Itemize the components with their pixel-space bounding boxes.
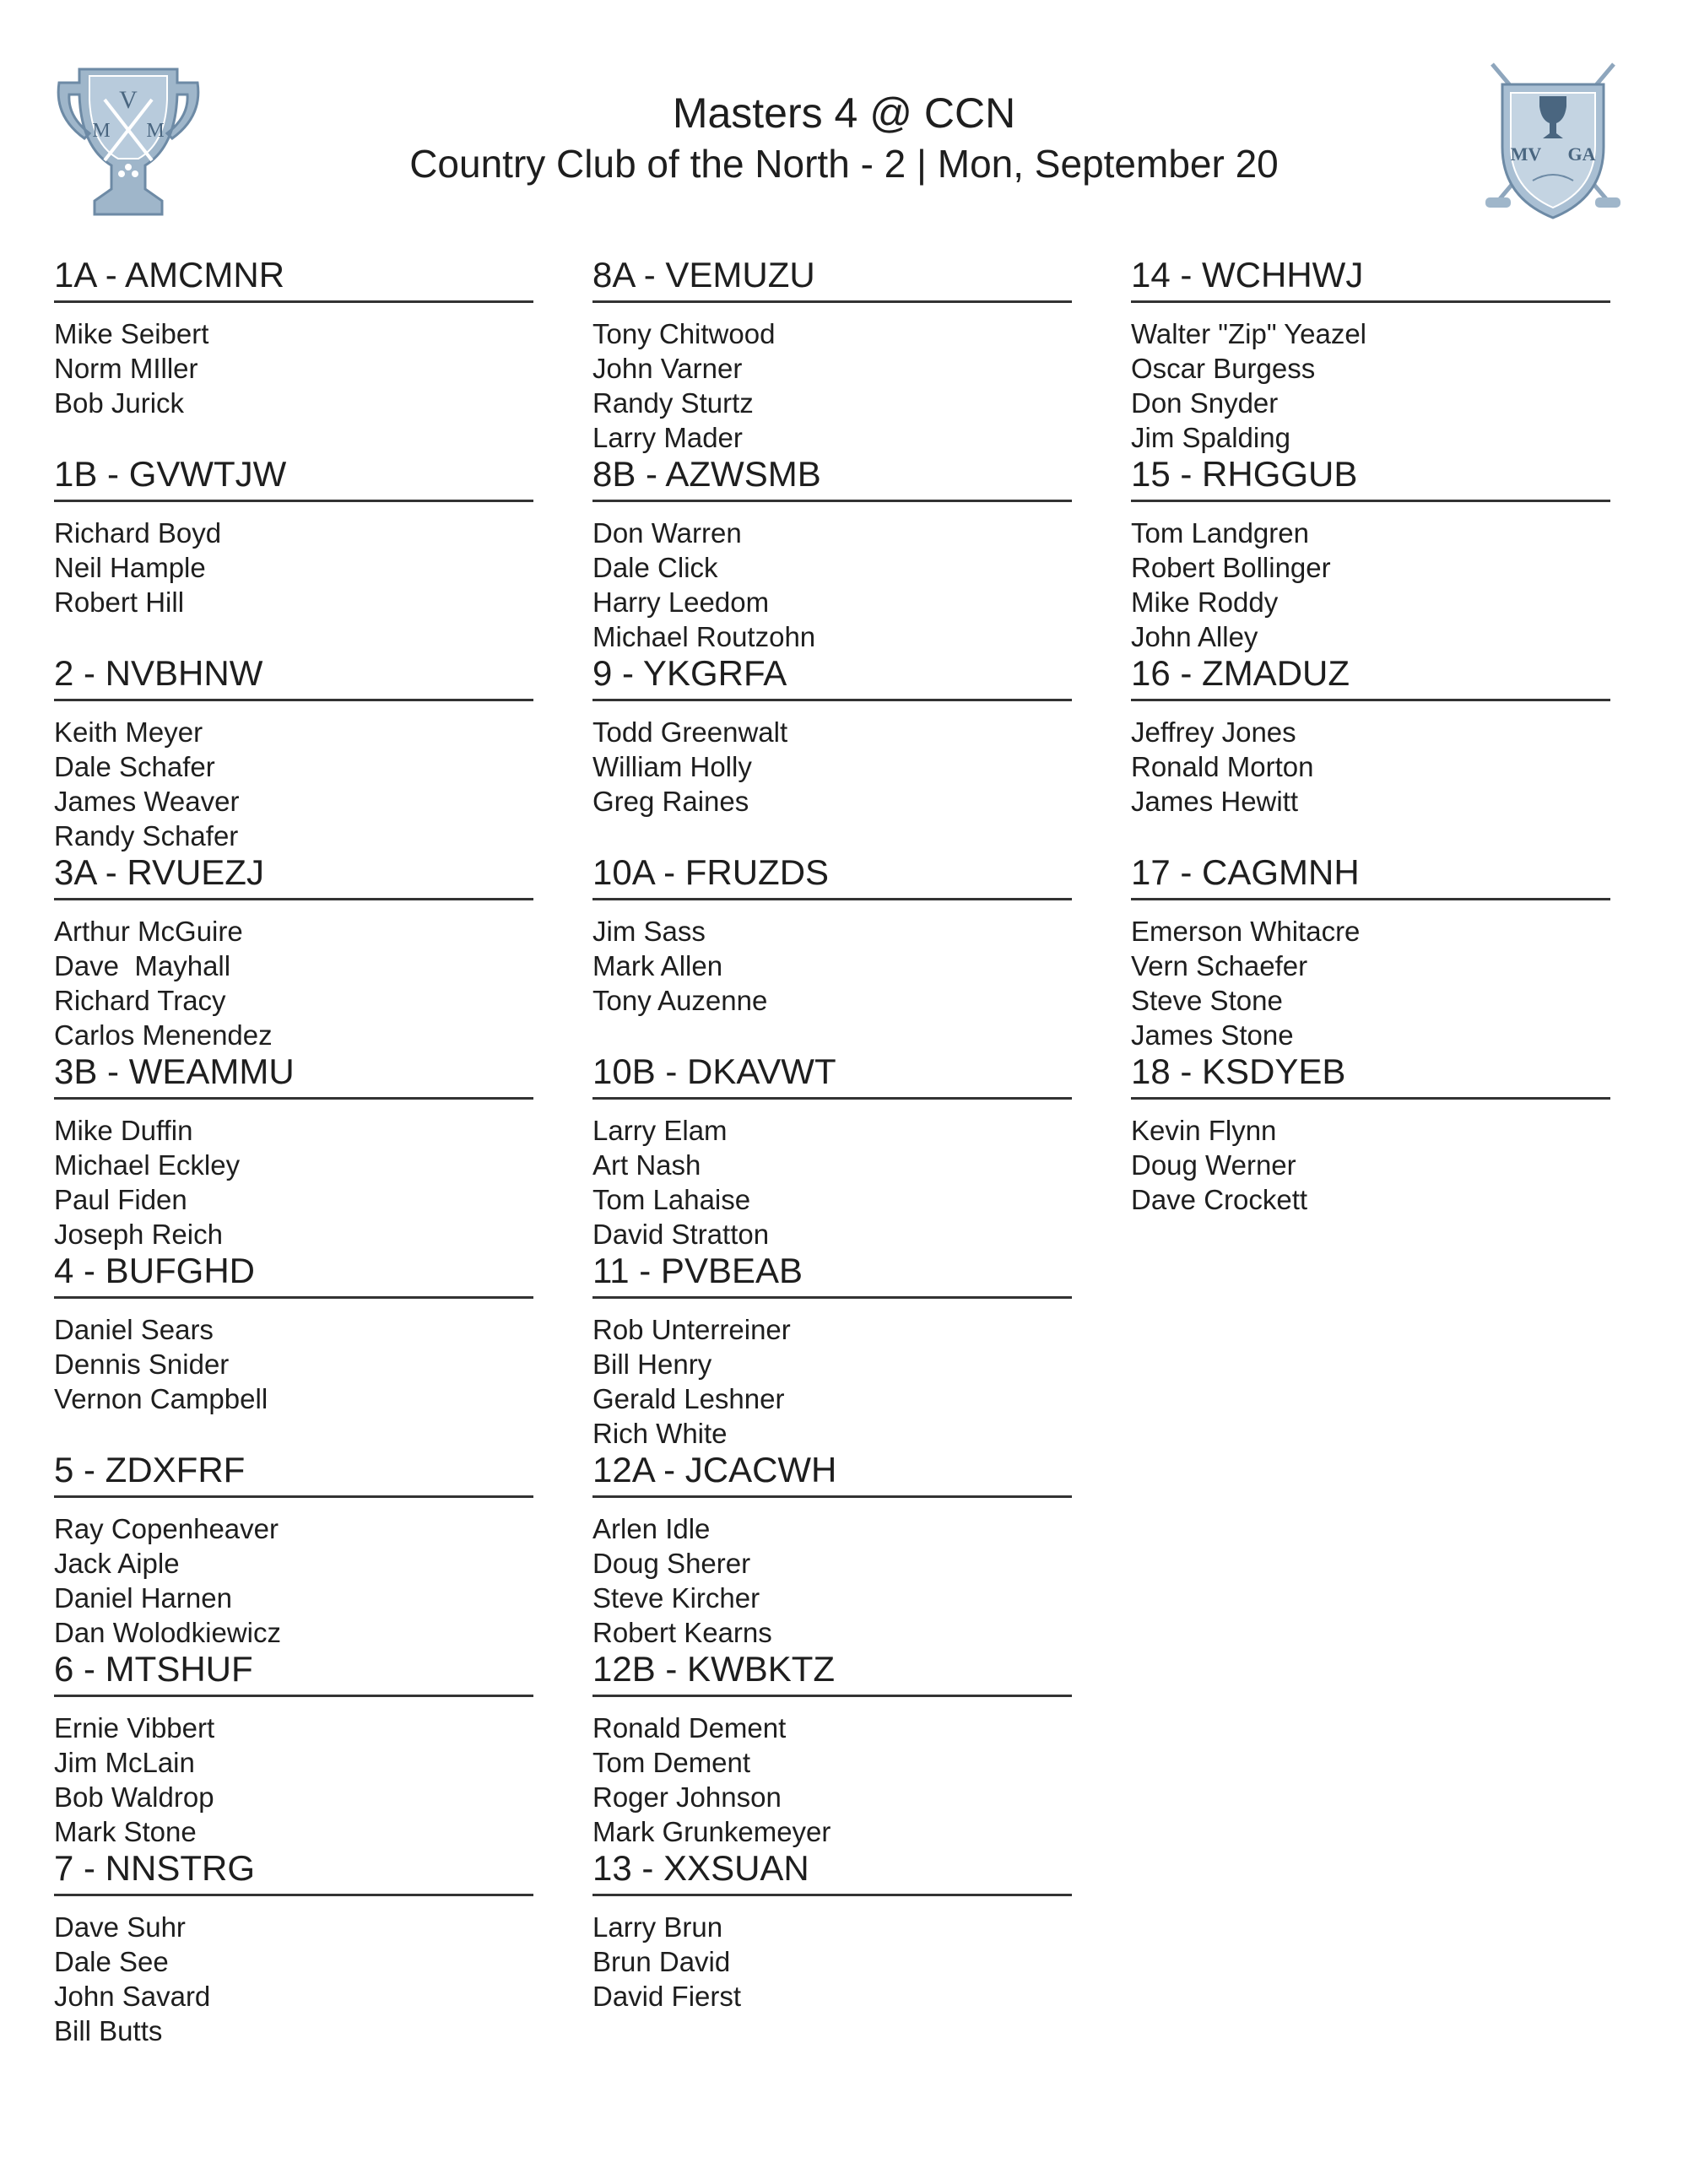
player-name: Vernon Campbell — [54, 1383, 268, 1414]
player-name: Dennis Snider — [54, 1349, 230, 1380]
player-name: Todd Greenwalt — [592, 716, 788, 748]
group-title: 12B - KWBKTZ — [592, 1647, 1072, 1697]
player-name: Richard Boyd — [54, 517, 222, 549]
player-name: Brun David — [592, 1946, 731, 1977]
player-name: Dan Wolodkiewicz — [54, 1617, 281, 1648]
page-title: Masters 4 @ CCN — [672, 89, 1016, 137]
group-17 — [1131, 851, 1610, 1050]
group-title: 5 - ZDXFRF — [54, 1448, 533, 1498]
player-name: Ray Copenheaver — [54, 1513, 279, 1544]
player-name: Dave Crockett — [1131, 1184, 1308, 1215]
group-15 — [1131, 452, 1610, 651]
player-name: Joseph Reich — [54, 1219, 223, 1250]
group-title: 1B - GVWTJW — [54, 452, 533, 502]
player-name: Doug Werner — [1131, 1149, 1296, 1181]
player-name: Robert Kearns — [592, 1617, 772, 1648]
player-name: Arlen Idle — [592, 1513, 711, 1544]
player-name: Arthur McGuire — [54, 916, 243, 947]
player-name: Bob Jurick — [54, 387, 185, 419]
player-name: Richard Tracy — [54, 985, 226, 1016]
player-name: Steve Stone — [1131, 985, 1283, 1016]
group-4 — [54, 1249, 533, 1448]
group-title: 3A - RVUEZJ — [54, 851, 533, 900]
player-name: Don Warren — [592, 517, 742, 549]
player-name: Dave Mayhall — [54, 950, 231, 981]
group-title: 12A - JCACWH — [592, 1448, 1072, 1498]
group-title: 8B - AZWSMB — [592, 452, 1072, 502]
player-name: Paul Fiden — [54, 1184, 187, 1215]
group-title: 13 - XXSUAN — [592, 1846, 1072, 1896]
group-8b — [592, 452, 1072, 651]
player-name: Jim Sass — [592, 916, 706, 947]
page-subtitle: Country Club of the North - 2 | Mon, September 20 — [409, 142, 1279, 186]
player-name: Robert Bollinger — [1131, 552, 1331, 583]
player-name: Ernie Vibbert — [54, 1712, 215, 1743]
group-title: 14 - WCHHWJ — [1131, 253, 1610, 303]
group-title: 11 - PVBEAB — [592, 1249, 1072, 1299]
group-8a — [592, 253, 1072, 452]
group-title: 1A - AMCMNR — [54, 253, 533, 303]
player-name: John Savard — [54, 1981, 211, 2012]
player-name: Art Nash — [592, 1149, 701, 1181]
player-name: Dale Click — [592, 552, 718, 583]
player-name: David Fierst — [592, 1981, 742, 2012]
player-name: Tom Lahaise — [592, 1184, 751, 1215]
group-9 — [592, 651, 1072, 851]
group-3a — [54, 851, 533, 1050]
player-name: Vern Schaefer — [1131, 950, 1308, 981]
group-title: 7 - NNSTRG — [54, 1846, 533, 1896]
group-1a — [54, 253, 533, 452]
svg-text:M: M — [146, 120, 165, 142]
player-name: Carlos Menendez — [54, 1019, 273, 1051]
group-title: 10A - FRUZDS — [592, 851, 1072, 900]
group-title: 6 - MTSHUF — [54, 1647, 533, 1697]
player-name: Michael Eckley — [54, 1149, 241, 1181]
player-name: Kevin Flynn — [1131, 1115, 1277, 1146]
group-18 — [1131, 1050, 1610, 1249]
player-name: Roger Johnson — [592, 1781, 782, 1813]
player-name: Jeffrey Jones — [1131, 716, 1296, 748]
player-name: Bob Waldrop — [54, 1781, 214, 1813]
player-name: Mark Allen — [592, 950, 723, 981]
group-10b — [592, 1050, 1072, 1249]
group-title: 4 - BUFGHD — [54, 1249, 533, 1299]
groups-column-3 — [1131, 253, 1610, 1249]
player-name: Emerson Whitacre — [1131, 916, 1361, 947]
player-name: Dale See — [54, 1946, 169, 1977]
svg-text:M: M — [92, 120, 111, 142]
group-5 — [54, 1448, 533, 1647]
group-11 — [592, 1249, 1072, 1448]
group-title: 15 - RHGGUB — [1131, 452, 1610, 502]
player-name: John Varner — [592, 353, 743, 384]
group-2 — [54, 651, 533, 851]
player-name: Tony Auzenne — [592, 985, 768, 1016]
player-name: Greg Raines — [592, 786, 749, 817]
player-name: Tom Dement — [592, 1747, 751, 1778]
player-name: Mike Duffin — [54, 1115, 193, 1146]
player-name: Randy Sturtz — [592, 387, 754, 419]
group-title: 16 - ZMADUZ — [1131, 651, 1610, 701]
player-name: Larry Mader — [592, 422, 743, 453]
player-name: John Alley — [1131, 621, 1258, 652]
player-name: Mike Seibert — [54, 318, 209, 349]
group-title: 18 - KSDYEB — [1131, 1050, 1610, 1100]
group-title: 10B - DKAVWT — [592, 1050, 1072, 1100]
group-12a — [592, 1448, 1072, 1647]
player-name: Bill Butts — [54, 2015, 163, 2046]
svg-text:GA: GA — [1567, 143, 1596, 165]
group-title: 17 - CAGMNH — [1131, 851, 1610, 900]
group-12b — [592, 1647, 1072, 1846]
player-name: Jim Spalding — [1131, 422, 1290, 453]
player-name: Norm MIller — [54, 353, 198, 384]
player-name: Neil Hample — [54, 552, 206, 583]
player-name: Jack Aiple — [54, 1548, 180, 1579]
player-name: Keith Meyer — [54, 716, 203, 748]
group-title: 2 - NVBHNW — [54, 651, 533, 701]
player-name: William Holly — [592, 751, 752, 782]
player-name: Don Snyder — [1131, 387, 1279, 419]
player-name: Walter "Zip" Yeazel — [1131, 318, 1367, 349]
player-name: Robert Hill — [54, 587, 185, 618]
groups-column-1 — [54, 253, 533, 2046]
player-name: Randy Schafer — [54, 820, 239, 851]
player-name: Dale Schafer — [54, 751, 215, 782]
groups-column-2 — [592, 253, 1072, 2046]
player-name: Ronald Dement — [592, 1712, 787, 1743]
group-10a — [592, 851, 1072, 1050]
group-title: 3B - WEAMMU — [54, 1050, 533, 1100]
player-name: Mark Stone — [54, 1816, 197, 1847]
group-7 — [54, 1846, 533, 2046]
player-name: Rich White — [592, 1418, 728, 1449]
player-name: Tony Chitwood — [592, 318, 776, 349]
group-1b — [54, 452, 533, 651]
player-name: Oscar Burgess — [1131, 353, 1316, 384]
player-name: Daniel Sears — [54, 1314, 214, 1345]
group-13 — [592, 1846, 1072, 2046]
player-name: Harry Leedom — [592, 587, 770, 618]
player-name: Jim McLain — [54, 1747, 195, 1778]
player-name: Daniel Harnen — [54, 1582, 232, 1614]
player-name: Doug Sherer — [592, 1548, 751, 1579]
player-name: Dave Suhr — [54, 1911, 186, 1943]
page-header — [0, 0, 1688, 236]
player-name: Rob Unterreiner — [592, 1314, 791, 1345]
group-title: 8A - VEMUZU — [592, 253, 1072, 303]
player-name: Larry Elam — [592, 1115, 728, 1146]
group-title: 9 - YKGRFA — [592, 651, 1072, 701]
player-name: James Stone — [1131, 1019, 1294, 1051]
player-name: Steve Kircher — [592, 1582, 760, 1614]
player-name: Mark Grunkemeyer — [592, 1816, 831, 1847]
group-16 — [1131, 651, 1610, 851]
player-name: Gerald Leshner — [592, 1383, 785, 1414]
player-name: Larry Brun — [592, 1911, 723, 1943]
svg-text:MV: MV — [1510, 143, 1542, 165]
group-6 — [54, 1647, 533, 1846]
player-name: Bill Henry — [592, 1349, 712, 1380]
player-name: Tom Landgren — [1131, 517, 1309, 549]
group-3b — [54, 1050, 533, 1249]
svg-text:V: V — [119, 86, 138, 114]
player-name: James Weaver — [54, 786, 240, 817]
shield-crest-logo-icon — [1485, 62, 1620, 223]
player-name: Mike Roddy — [1131, 587, 1279, 618]
player-name: Michael Routzohn — [592, 621, 816, 652]
player-name: David Stratton — [592, 1219, 770, 1250]
player-name: Ronald Morton — [1131, 751, 1314, 782]
group-14 — [1131, 253, 1610, 452]
player-name: James Hewitt — [1131, 786, 1299, 817]
